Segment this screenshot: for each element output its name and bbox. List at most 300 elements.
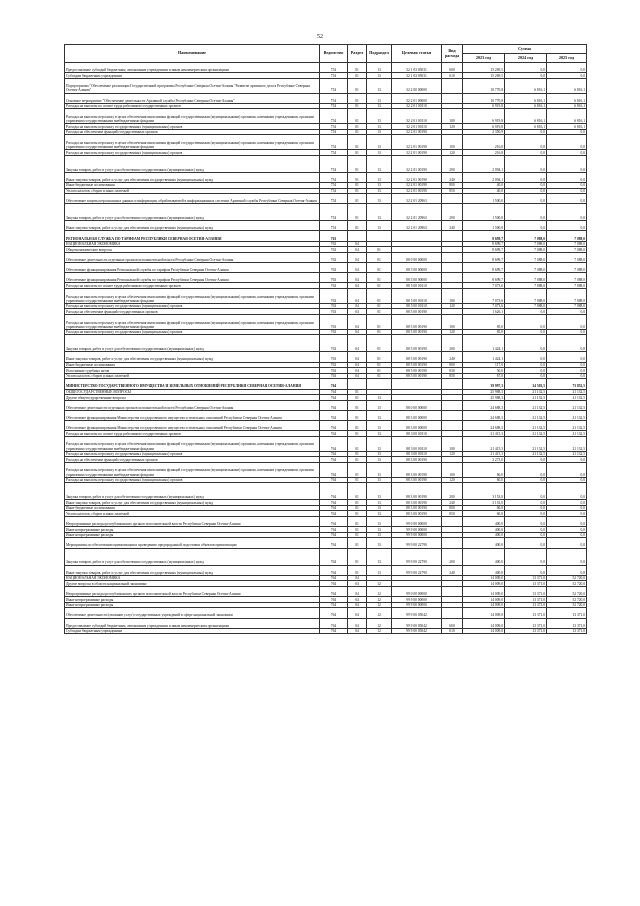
row-ministry-cell: 764 <box>320 483 348 500</box>
row-subsection-cell: 13 <box>367 221 392 231</box>
row-ministry-cell: 754 <box>320 221 348 231</box>
row-2023-cell: 8 699,7 <box>463 273 505 283</box>
row-2024-cell: 0,0 <box>505 155 547 172</box>
table-row <box>65 400 587 410</box>
row-2024-cell: 7 088,0 <box>505 273 547 283</box>
row-name-cell: Закупка товаров, работ и услуг для обеспечения государственных (муниципальных) нужд <box>65 335 320 352</box>
row-subsection-cell: 12 <box>367 618 392 628</box>
table-row <box>65 608 587 618</box>
row-2025-cell: 0,0 <box>547 368 587 374</box>
row-2024-cell: 7 088,0 <box>505 289 547 304</box>
row-2023-cell: 400,0 <box>463 532 505 538</box>
table-row <box>65 204 587 221</box>
row-2024-cell: 7 088,0 <box>505 303 547 309</box>
row-type-cell <box>442 252 463 262</box>
row-section-cell: 04 <box>348 602 367 608</box>
row-subsection-cell: 13 <box>367 194 392 204</box>
row-2023-cell: 1 424,1 <box>463 335 505 352</box>
row-2025-cell: 0,0 <box>547 73 587 79</box>
row-ministry-cell: 764 <box>320 436 348 451</box>
row-type-cell: 800 <box>442 505 463 511</box>
row-2023-cell: 8 699,7 <box>463 247 505 253</box>
row-subsection-cell: 01 <box>367 309 392 315</box>
row-subsection-cell: 13 <box>367 150 392 156</box>
row-ministry-cell: 764 <box>320 500 348 506</box>
row-target-cell: 32 1 03 05031 <box>392 73 442 79</box>
row-section-cell: 04 <box>348 241 367 247</box>
row-name-cell: Подпрограмма "Обеспечение реализации Государственной программы Республики Северная Осетия-Алания "Развитие архивного дела в Республике Северная Осетия-Алания" <box>65 78 320 93</box>
row-name-cell: Обеспечение деятельности отдельных органов исполнительной власти Республики Северная Осетия-Алания <box>65 252 320 262</box>
row-section-cell: 01 <box>348 124 367 130</box>
table-row <box>65 172 587 182</box>
row-section-cell: 01 <box>348 129 367 135</box>
row-section-cell: 04 <box>348 362 367 368</box>
table-row <box>65 289 587 304</box>
row-name-cell: Расходы на выплаты персоналу государственных (муниципальных) органов <box>65 124 320 130</box>
row-2025-cell: 7 088,0 <box>547 289 587 304</box>
row-name-cell: НАЦИОНАЛЬНАЯ ЭКОНОМИКА <box>65 575 320 581</box>
row-2024-cell: 0,0 <box>505 194 547 204</box>
table-row <box>65 517 587 527</box>
row-type-cell <box>442 538 463 548</box>
row-ministry-cell: 754 <box>320 124 348 130</box>
row-2025-cell: 0,0 <box>547 477 587 483</box>
row-target-cell: 88 5 00 00190 <box>392 335 442 352</box>
row-subsection-cell: 01 <box>367 252 392 262</box>
row-subsection-cell: 12 <box>367 608 392 618</box>
row-name-cell: Иные закупки товаров, работ и услуг для обеспечения государственных (муниципальных) нужд <box>65 172 320 182</box>
table-row <box>65 155 587 172</box>
row-subsection-cell: 13 <box>367 93 392 103</box>
row-ministry-cell: 763 <box>320 329 348 335</box>
row-2023-cell: 60,0 <box>463 462 505 477</box>
row-2024-cell: 34 503,5 <box>505 379 547 389</box>
row-name-cell: Иные бюджетные ассигнования <box>65 505 320 511</box>
row-subsection-cell: 13 <box>367 182 392 188</box>
row-name-cell: МИНИСТЕРСТВО ГОСУДАРСТВЕННОГО ИМУЩЕСТВА И ЗЕМЕЛЬНЫХ ОТНОШЕНИЙ РЕСПУБЛИКИ СЕВЕРНАЯ ОСЕТИЯ-АЛАНИЯ <box>65 379 320 389</box>
row-section-cell: 01 <box>348 538 367 548</box>
row-2025-cell: 0,0 <box>547 362 587 368</box>
row-name-cell: Расходы на обеспечение функций государственных органов <box>65 129 320 135</box>
row-2024-cell: 21 132,5 <box>505 436 547 451</box>
row-target-cell: 88 3 00 00110 <box>392 451 442 457</box>
row-ministry-cell: 763 <box>320 231 348 241</box>
row-type-cell <box>442 608 463 618</box>
row-section-cell: 04 <box>348 628 367 634</box>
row-subsection-cell: 01 <box>367 368 392 374</box>
row-ministry-cell: 764 <box>320 462 348 477</box>
row-2023-cell: 7 073,6 <box>463 283 505 289</box>
row-2024-cell: 13 371,0 <box>505 608 547 618</box>
row-section-cell: 01 <box>348 204 367 221</box>
row-subsection-cell: 12 <box>367 597 392 603</box>
row-section-cell: 01 <box>348 511 367 517</box>
row-2023-cell: 6 919,8 <box>463 109 505 124</box>
row-ministry-cell: 763 <box>320 373 348 379</box>
row-2025-cell: 0,0 <box>547 565 587 575</box>
row-subsection-cell: 13 <box>367 548 392 565</box>
row-ministry-cell: 754 <box>320 172 348 182</box>
row-target-cell: 88 5 00 00190 <box>392 352 442 362</box>
row-target-cell: 88 5 00 00190 <box>392 362 442 368</box>
table-row <box>65 352 587 362</box>
row-2024-cell: 7 088,0 <box>505 231 547 241</box>
row-2025-cell: 0,0 <box>547 309 587 315</box>
row-ministry-cell: 764 <box>320 389 348 395</box>
row-2024-cell: 21 132,5 <box>505 410 547 420</box>
row-2025-cell: 7 088,0 <box>547 303 587 309</box>
row-target-cell: 88 5 00 00190 <box>392 373 442 379</box>
row-section-cell: 01 <box>348 155 367 172</box>
row-section-cell: 04 <box>348 315 367 330</box>
row-target-cell: 32 2 01 00190 <box>392 135 442 150</box>
row-2025-cell: 0,0 <box>547 315 587 330</box>
table-row <box>65 379 587 389</box>
row-2023-cell: 1 500,0 <box>463 204 505 221</box>
row-2024-cell: 0,0 <box>505 335 547 352</box>
row-section-cell: 01 <box>348 505 367 511</box>
row-ministry-cell: 754 <box>320 155 348 172</box>
row-name-cell: Обеспечение деятельности отдельных органов исполнительной власти Республики Северная Осетия-Алания <box>65 400 320 410</box>
row-2024-cell: 0,0 <box>505 500 547 506</box>
row-name-cell: Закупка товаров, работ и услуг для обеспечения государственных (муниципальных) нужд <box>65 204 320 221</box>
col-2025-header: 2025 год <box>547 54 587 63</box>
row-subsection-cell: 01 <box>367 247 392 253</box>
row-type-cell: 600 <box>442 618 463 628</box>
row-2023-cell: 14 009,0 <box>463 575 505 581</box>
row-section-cell: 04 <box>348 597 367 603</box>
row-target-cell <box>392 231 442 241</box>
row-section-cell: 01 <box>348 109 367 124</box>
row-subsection-cell: 13 <box>367 124 392 130</box>
row-2025-cell: 0,0 <box>547 182 587 188</box>
row-2023-cell: 10 770,8 <box>463 93 505 103</box>
row-subsection-cell: 13 <box>367 505 392 511</box>
row-2025-cell: 6 816,1 <box>547 93 587 103</box>
row-section-cell: 01 <box>348 451 367 457</box>
row-target-cell: 88 3 00 00000 <box>392 410 442 420</box>
row-target-cell: 88 5 00 00190 <box>392 315 442 330</box>
row-subsection-cell: 13 <box>367 451 392 457</box>
row-section-cell: 01 <box>348 483 367 500</box>
row-subsection-cell: 01 <box>367 315 392 330</box>
table-row <box>65 618 587 628</box>
row-section-cell: 04 <box>348 575 367 581</box>
row-type-cell: 200 <box>442 335 463 352</box>
table-row <box>65 548 587 565</box>
row-2025-cell: 21 132,5 <box>547 410 587 420</box>
row-section-cell: 01 <box>348 221 367 231</box>
row-name-cell: Иные закупки товаров, работ и услуг для обеспечения государственных (муниципальных) нужд <box>65 500 320 506</box>
row-subsection-cell: 13 <box>367 436 392 451</box>
table-row <box>65 565 587 575</box>
row-2023-cell: 2 350,9 <box>463 129 505 135</box>
row-2024-cell: 7 088,0 <box>505 241 547 247</box>
row-subsection-cell: 13 <box>367 483 392 500</box>
row-2024-cell: 13 371,0 <box>505 586 547 596</box>
row-2024-cell: 0,0 <box>505 329 547 335</box>
row-target-cell: 32 2 01 20963 <box>392 194 442 204</box>
row-subsection-cell: 13 <box>367 565 392 575</box>
row-name-cell: Расходы на обеспечение функций государственных органов <box>65 457 320 463</box>
row-target-cell: 32 2 01 20963 <box>392 204 442 221</box>
row-ministry-cell: 764 <box>320 431 348 437</box>
table-row <box>65 315 587 330</box>
row-subsection-cell: 13 <box>367 457 392 463</box>
row-2025-cell: 0,0 <box>547 500 587 506</box>
row-2024-cell: 0,0 <box>505 315 547 330</box>
row-name-cell: Непрограммные расходы республиканских органов исполнительной власти Республики Северная Осетия-Алания <box>65 586 320 596</box>
row-2023-cell: 7 073,6 <box>463 303 505 309</box>
row-2025-cell: 7 088,0 <box>547 263 587 273</box>
row-section-cell <box>348 231 367 241</box>
table-row <box>65 538 587 548</box>
row-section-cell: 04 <box>348 608 367 618</box>
row-target-cell: 32 2 01 00110 <box>392 124 442 130</box>
col-target-header: Целевая статья <box>392 45 442 63</box>
row-ministry-cell: 754 <box>320 188 348 194</box>
table-body <box>65 63 587 634</box>
row-ministry-cell: 763 <box>320 368 348 374</box>
row-target-cell: 88 5 00 00190 <box>392 309 442 315</box>
row-2023-cell: 216,8 <box>463 150 505 156</box>
row-ministry-cell: 754 <box>320 78 348 93</box>
row-type-cell: 200 <box>442 155 463 172</box>
row-target-cell: 88 5 00 00000 <box>392 263 442 273</box>
row-2023-cell: 10 770,8 <box>463 78 505 93</box>
row-section-cell: 01 <box>348 548 367 565</box>
row-section-cell: 04 <box>348 335 367 352</box>
row-name-cell: Другие вопросы в области национальной экономики <box>65 581 320 587</box>
table-row <box>65 231 587 241</box>
row-2023-cell: 21 415,3 <box>463 431 505 437</box>
row-2024-cell: 0,0 <box>505 182 547 188</box>
row-2023-cell: 40,0 <box>463 182 505 188</box>
row-ministry-cell: 763 <box>320 283 348 289</box>
row-2023-cell: 14 009,0 <box>463 581 505 587</box>
row-2024-cell: 0,0 <box>505 373 547 379</box>
row-subsection-cell: 13 <box>367 78 392 93</box>
row-2024-cell: 6 816,1 <box>505 103 547 109</box>
row-target-cell: 88 3 00 00110 <box>392 431 442 437</box>
row-subsection-cell: 13 <box>367 532 392 538</box>
row-2025-cell: 13 371,0 <box>547 608 587 618</box>
row-section-cell: 04 <box>348 303 367 309</box>
row-2023-cell: 6 919,8 <box>463 124 505 130</box>
row-2023-cell: 39 997,3 <box>463 379 505 389</box>
row-name-cell: Обеспечение функционирования Министерства государственного имущества и земельных отношений Республики Северная Осетия-Алания <box>65 410 320 420</box>
row-2025-cell: 6 816,1 <box>547 103 587 109</box>
row-target-cell: 99 9 00 05042 <box>392 618 442 628</box>
row-ministry-cell: 754 <box>320 93 348 103</box>
row-2025-cell: 52 720,0 <box>547 602 587 608</box>
row-target-cell: 88 0 00 00000 <box>392 400 442 410</box>
row-2025-cell: 52 720,0 <box>547 597 587 603</box>
row-ministry-cell: 764 <box>320 457 348 463</box>
row-ministry-cell: 754 <box>320 135 348 150</box>
row-target-cell: 32 2 01 00000 <box>392 93 442 103</box>
row-subsection-cell: 12 <box>367 586 392 596</box>
row-name-cell: Обеспечение защиты персональных данных и информации, обрабатываемой в информационных системах Архивной службы Республики Северная Осетия-Алания <box>65 194 320 204</box>
row-2023-cell: 400,0 <box>463 548 505 565</box>
col-subsection-header: Подраздел <box>367 45 392 63</box>
col-section-header: Раздел <box>348 45 367 63</box>
row-2025-cell: 0,0 <box>547 548 587 565</box>
row-section-cell <box>348 379 367 389</box>
row-type-cell: 120 <box>442 451 463 457</box>
row-2025-cell: 0,0 <box>547 462 587 477</box>
row-2023-cell: 6 919,8 <box>463 103 505 109</box>
row-2024-cell: 0,0 <box>505 150 547 156</box>
row-name-cell: Расходы на выплаты персоналу в целях обеспечения выполнения функций государственными (муниципальными) органами, казенными учреждениями, органами управления государственными внебюджетными фондами <box>65 289 320 304</box>
row-ministry-cell: 763 <box>320 309 348 315</box>
row-2023-cell: 40,0 <box>463 188 505 194</box>
row-ministry-cell: 763 <box>320 362 348 368</box>
row-section-cell: 01 <box>348 103 367 109</box>
row-target-cell: 99 9 00 05042 <box>392 628 442 634</box>
col-sum-header: Сумма <box>463 45 587 54</box>
row-type-cell: 850 <box>442 188 463 194</box>
row-name-cell: Общеэкономические вопросы <box>65 247 320 253</box>
row-2024-cell: 7 088,0 <box>505 247 547 253</box>
row-target-cell: 32 2 01 00190 <box>392 188 442 194</box>
row-section-cell: 01 <box>348 517 367 527</box>
row-subsection-cell: 01 <box>367 303 392 309</box>
row-2025-cell: 0,0 <box>547 155 587 172</box>
row-section-cell: 01 <box>348 389 367 395</box>
row-type-cell: 240 <box>442 565 463 575</box>
row-2025-cell: 6 816,1 <box>547 124 587 130</box>
row-2023-cell: 3 153,0 <box>463 500 505 506</box>
row-2024-cell: 0,0 <box>505 527 547 533</box>
row-2024-cell: 0,0 <box>505 362 547 368</box>
row-target-cell: 99 0 00 00000 <box>392 517 442 527</box>
row-name-cell: Иные непрограммные расходы <box>65 532 320 538</box>
row-2023-cell: 400,0 <box>463 538 505 548</box>
row-name-cell: Расходы на выплаты персоналу государственных (муниципальных) органов <box>65 451 320 457</box>
row-type-cell: 100 <box>442 135 463 150</box>
row-subsection-cell: 13 <box>367 172 392 182</box>
row-type-cell: 100 <box>442 462 463 477</box>
row-type-cell: 850 <box>442 373 463 379</box>
row-2024-cell: 13 371,0 <box>505 575 547 581</box>
row-ministry-cell: 764 <box>320 451 348 457</box>
row-section-cell: 01 <box>348 565 367 575</box>
row-2023-cell: 60,0 <box>463 477 505 483</box>
row-name-cell: Расходы на выплаты по оплате труда работников государственных органов <box>65 283 320 289</box>
row-section-cell: 01 <box>348 135 367 150</box>
row-type-cell <box>442 194 463 204</box>
row-2025-cell: 0,0 <box>547 329 587 335</box>
row-subsection-cell: 01 <box>367 263 392 273</box>
table-header <box>65 45 587 63</box>
row-section-cell: 04 <box>348 618 367 628</box>
row-name-cell: Расходы на выплаты по оплате труда работников государственных органов <box>65 431 320 437</box>
row-type-cell <box>442 379 463 389</box>
row-name-cell: Расходы на выплаты по оплате труда работников государственных органов <box>65 103 320 109</box>
row-ministry-cell: 764 <box>320 628 348 634</box>
row-type-cell: 830 <box>442 368 463 374</box>
row-ministry-cell: 754 <box>320 150 348 156</box>
row-2023-cell: 1 500,0 <box>463 221 505 231</box>
row-2024-cell: 13 371,0 <box>505 628 547 634</box>
row-subsection-cell: 13 <box>367 188 392 194</box>
row-ministry-cell: 764 <box>320 527 348 533</box>
row-2023-cell: 1 626,1 <box>463 309 505 315</box>
row-target-cell: 88 0 00 00000 <box>392 252 442 262</box>
row-subsection-cell: 12 <box>367 581 392 587</box>
row-ministry-cell: 764 <box>320 410 348 420</box>
row-ministry-cell: 763 <box>320 252 348 262</box>
row-2024-cell: 0,0 <box>505 462 547 477</box>
row-2025-cell: 0,0 <box>547 194 587 204</box>
row-ministry-cell: 764 <box>320 586 348 596</box>
table-row <box>65 628 587 634</box>
table-row <box>65 252 587 262</box>
row-target-cell: 32 2 01 00190 <box>392 182 442 188</box>
row-subsection-cell: 12 <box>367 602 392 608</box>
row-subsection-cell: 13 <box>367 204 392 221</box>
row-2023-cell: 8 699,7 <box>463 231 505 241</box>
table-row <box>65 263 587 273</box>
row-section-cell: 04 <box>348 329 367 335</box>
row-target-cell: 32 2 00 00000 <box>392 78 442 93</box>
row-ministry-cell: 754 <box>320 182 348 188</box>
table-row <box>65 135 587 150</box>
row-2024-cell: 0,0 <box>505 532 547 538</box>
row-2023-cell: 85,0 <box>463 315 505 330</box>
row-name-cell: Расходы на выплаты персоналу государственных (муниципальных) органов <box>65 329 320 335</box>
row-target-cell: 88 3 00 00190 <box>392 457 442 463</box>
row-section-cell: 01 <box>348 188 367 194</box>
row-2025-cell: 6 816,1 <box>547 78 587 93</box>
row-ministry-cell: 764 <box>320 395 348 401</box>
row-2023-cell: 216,8 <box>463 135 505 150</box>
table-row <box>65 421 587 431</box>
row-ministry-cell: 763 <box>320 335 348 352</box>
row-section-cell: 01 <box>348 93 367 103</box>
row-2023-cell: 2 094,1 <box>463 172 505 182</box>
row-name-cell: Закупка товаров, работ и услуг для обеспечения государственных (муниципальных) нужд <box>65 483 320 500</box>
row-2024-cell: 7 088,0 <box>505 263 547 273</box>
row-subsection-cell: 01 <box>367 352 392 362</box>
row-ministry-cell: 763 <box>320 352 348 362</box>
row-2025-cell: 13 371,0 <box>547 628 587 634</box>
row-2024-cell: 0,0 <box>505 63 547 73</box>
row-target-cell: 32 2 01 00190 <box>392 155 442 172</box>
row-type-cell: 200 <box>442 483 463 500</box>
row-2025-cell: 21 132,5 <box>547 421 587 431</box>
row-name-cell: Расходы на обеспечение функций государственных органов <box>65 309 320 315</box>
row-section-cell: 01 <box>348 436 367 451</box>
row-ministry-cell: 764 <box>320 511 348 517</box>
row-2025-cell: 7 088,0 <box>547 247 587 253</box>
row-type-cell: 200 <box>442 548 463 565</box>
row-2024-cell: 0,0 <box>505 172 547 182</box>
row-type-cell <box>442 421 463 431</box>
row-ministry-cell: 764 <box>320 400 348 410</box>
row-2023-cell: 400,0 <box>463 517 505 527</box>
row-section-cell: 01 <box>348 172 367 182</box>
row-2025-cell: 52 720,0 <box>547 575 587 581</box>
table-row <box>65 586 587 596</box>
row-2025-cell: 21 132,5 <box>547 395 587 401</box>
row-target-cell: 99 9 00 00000 <box>392 597 442 603</box>
row-subsection-cell: 13 <box>367 500 392 506</box>
row-subsection-cell: 13 <box>367 135 392 150</box>
row-type-cell: 600 <box>442 63 463 73</box>
row-ministry-cell: 754 <box>320 204 348 221</box>
